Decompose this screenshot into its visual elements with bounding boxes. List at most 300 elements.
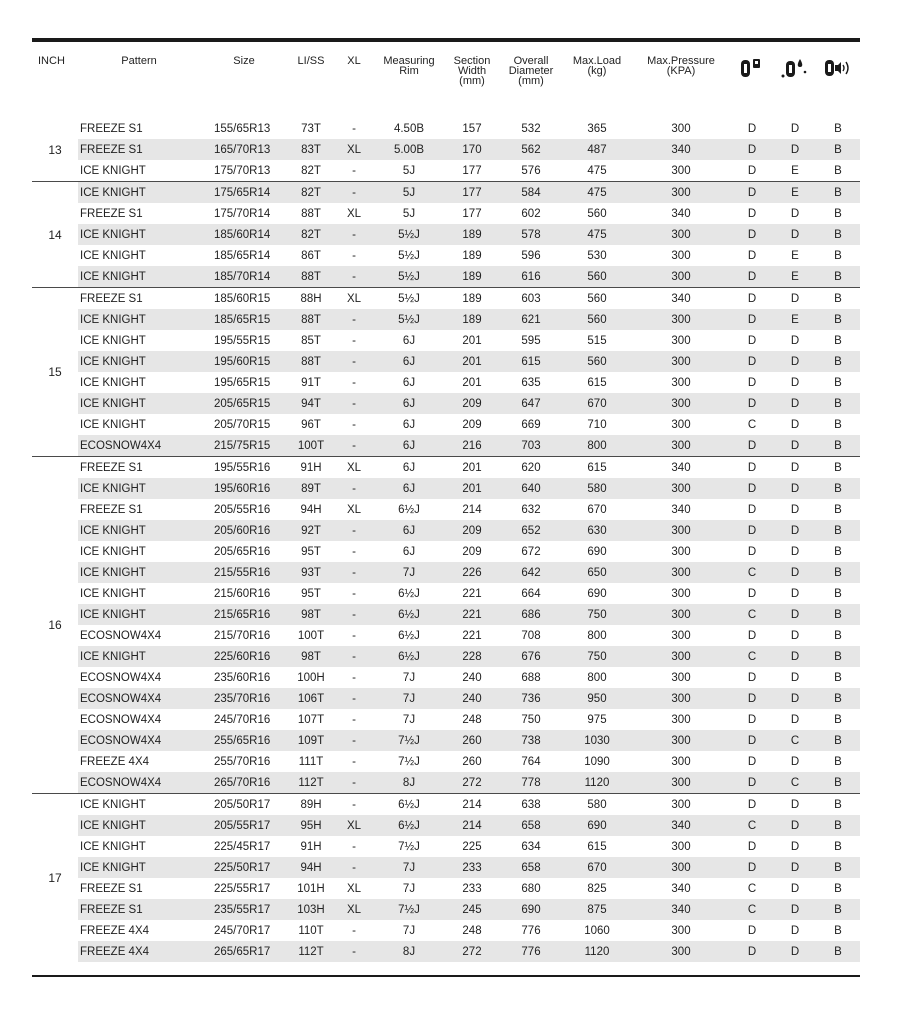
fuel-rating-cell: D — [730, 941, 774, 962]
noise-rating-cell: B — [816, 351, 860, 372]
table-row — [32, 583, 860, 604]
size-cell: 185/60R15 — [200, 288, 288, 310]
max-pressure-cell: 300 — [632, 857, 730, 878]
overall-diameter-cell: 616 — [500, 266, 562, 288]
overall-diameter-cell: 764 — [521, 755, 541, 768]
fuel-rating-cell: D — [730, 478, 774, 499]
xl-cell: XL — [334, 139, 374, 160]
size-cell: 215/55R16 — [200, 562, 288, 583]
header-spacer — [32, 108, 860, 118]
rim-cell: 5.00B — [374, 139, 444, 160]
table-row — [32, 393, 860, 414]
section-width-cell: 240 — [444, 688, 500, 709]
pattern-cell: ICE KNIGHT — [78, 646, 200, 667]
table-row — [32, 118, 860, 139]
max-pressure-cell: 340 — [671, 882, 691, 895]
rim-cell: 7J — [374, 562, 444, 583]
wet-rating-cell: D — [774, 288, 816, 310]
noise-icon — [823, 56, 853, 80]
max-load-cell: 515 — [587, 334, 607, 347]
fuel-rating-cell: D — [730, 351, 774, 372]
wet-rating-cell: D — [774, 941, 816, 962]
noise-rating-cell: B — [816, 309, 860, 330]
xl-cell: - — [352, 122, 356, 135]
xl-cell: - — [352, 418, 356, 431]
noise-rating-cell: B — [816, 393, 860, 414]
li-ss-cell: 88T — [288, 309, 334, 330]
rim-cell: 5½J — [374, 224, 444, 245]
xl-cell: - — [334, 393, 374, 414]
wet-rating-cell: D — [790, 587, 800, 600]
pattern-cell: ICE KNIGHT — [78, 351, 200, 372]
section-width-cell: 245 — [444, 899, 500, 920]
table-row — [32, 160, 860, 182]
fuel-rating-cell: C — [730, 646, 774, 667]
overall-diameter-cell: 776 — [521, 924, 541, 937]
max-pressure-cell: 300 — [632, 794, 730, 816]
size-cell: 235/70R16 — [200, 688, 288, 709]
noise-rating-cell: B — [834, 418, 842, 431]
li-ss-cell: 88T — [301, 207, 321, 220]
section-width-cell: 177 — [462, 164, 482, 177]
li-ss-cell: 89T — [288, 478, 334, 499]
table-row — [32, 414, 860, 435]
noise-rating-cell: B — [834, 376, 842, 389]
xl-cell: XL — [334, 457, 374, 479]
max-load-cell: 615 — [562, 457, 632, 479]
max-pressure-cell: 300 — [632, 309, 730, 330]
table-row — [32, 646, 860, 667]
fuel-rating-cell: D — [747, 755, 757, 768]
noise-rating-cell: B — [834, 924, 842, 937]
size-cell: 195/60R16 — [200, 478, 288, 499]
wet-rating-cell: D — [790, 924, 800, 937]
max-load-cell: 670 — [562, 857, 632, 878]
table-row — [32, 688, 860, 709]
section-width-cell: 240 — [462, 671, 482, 684]
overall-diameter-cell: 750 — [521, 713, 541, 726]
li-ss-cell: 82T — [288, 224, 334, 245]
fuel-rating-cell: C — [747, 882, 757, 895]
rim-cell: 6½J — [398, 503, 420, 516]
overall-diameter-cell: 778 — [500, 772, 562, 794]
wet-rating-cell: D — [790, 629, 800, 642]
li-ss-cell: 107T — [297, 713, 325, 726]
table-row — [32, 478, 860, 499]
max-pressure-cell: 300 — [671, 164, 691, 177]
section-width-cell: 228 — [444, 646, 500, 667]
xl-cell: XL — [334, 899, 374, 920]
section-width-cell: 189 — [444, 266, 500, 288]
size-cell: 215/70R16 — [214, 629, 271, 642]
rim-cell: 6J — [402, 545, 416, 558]
max-load-cell: 487 — [562, 139, 632, 160]
noise-rating-cell: B — [816, 182, 860, 204]
max-load-cell: 560 — [562, 351, 632, 372]
li-ss-cell: 110T — [298, 924, 324, 937]
table-row — [32, 772, 860, 794]
wet-rating-cell: D — [790, 713, 800, 726]
xl-cell: - — [352, 924, 356, 937]
li-ss-cell: 88T — [288, 266, 334, 288]
pattern-cell: FREEZE 4X4 — [80, 755, 150, 768]
noise-rating-cell: B — [816, 478, 860, 499]
rim-cell: 6½J — [374, 646, 444, 667]
section-width-cell: 177 — [444, 182, 500, 204]
section-width-cell: 201 — [462, 376, 482, 389]
table-row — [32, 878, 860, 899]
rim-cell: 6J — [374, 520, 444, 541]
max-load-cell: 750 — [562, 646, 632, 667]
overall-diameter-cell: 738 — [500, 730, 562, 751]
table-row — [32, 499, 860, 520]
header-load: Max.Load (kg) — [572, 55, 622, 77]
size-cell: 165/70R13 — [200, 139, 288, 160]
table-row — [32, 836, 860, 857]
noise-rating-cell: B — [816, 794, 860, 816]
xl-cell: - — [352, 164, 356, 177]
wet-rating-cell: C — [774, 730, 816, 751]
noise-rating-cell: B — [816, 772, 860, 794]
rim-cell: 6J — [402, 376, 416, 389]
size-cell: 175/65R14 — [200, 182, 288, 204]
pattern-cell: ECOSNOW4X4 — [78, 435, 200, 457]
noise-rating-cell: B — [816, 941, 860, 962]
size-cell: 155/65R13 — [214, 122, 271, 135]
pattern-cell: ICE KNIGHT — [80, 418, 146, 431]
size-cell: 225/45R17 — [214, 840, 271, 853]
size-cell: 195/65R15 — [214, 376, 271, 389]
overall-diameter-cell: 708 — [521, 629, 541, 642]
overall-diameter-cell: 584 — [500, 182, 562, 204]
max-load-cell: 560 — [562, 266, 632, 288]
li-ss-cell: 94H — [288, 857, 334, 878]
noise-rating-cell: B — [816, 520, 860, 541]
li-ss-cell: 82T — [288, 182, 334, 204]
pattern-cell: ICE KNIGHT — [78, 478, 200, 499]
li-ss-cell: 112T — [288, 941, 334, 962]
fuel-rating-cell: D — [730, 794, 774, 816]
wet-rating-cell: E — [774, 266, 816, 288]
section-width-cell: 214 — [444, 794, 500, 816]
table-row — [32, 667, 860, 688]
wet-rating-cell: D — [774, 520, 816, 541]
max-pressure-cell: 300 — [632, 562, 730, 583]
xl-cell: - — [334, 772, 374, 794]
xl-cell: - — [334, 857, 374, 878]
size-cell: 205/55R16 — [214, 503, 271, 516]
wet-rating-cell: D — [774, 435, 816, 457]
noise-rating-cell: B — [834, 882, 842, 895]
overall-diameter-cell: 640 — [500, 478, 562, 499]
overall-diameter-cell: 620 — [500, 457, 562, 479]
size-cell: 255/65R16 — [200, 730, 288, 751]
section-width-cell: 233 — [444, 857, 500, 878]
inch-cell: 15 — [32, 288, 78, 457]
size-cell: 225/50R17 — [200, 857, 288, 878]
header-size: Size — [233, 55, 255, 67]
table-row — [32, 182, 860, 204]
fuel-rating-cell: D — [747, 924, 757, 937]
noise-rating-cell: B — [816, 435, 860, 457]
size-cell: 245/70R17 — [214, 924, 271, 937]
section-width-cell: 189 — [462, 249, 482, 262]
noise-rating-cell: B — [816, 604, 860, 625]
max-load-cell: 475 — [562, 182, 632, 204]
rim-cell: 6J — [402, 334, 416, 347]
max-load-cell: 560 — [562, 309, 632, 330]
wet-rating-cell: D — [774, 351, 816, 372]
li-ss-cell: 91H — [288, 457, 334, 479]
bottom-rule — [32, 975, 860, 977]
table-body — [32, 118, 860, 962]
max-load-cell: 1120 — [562, 772, 632, 794]
li-ss-cell: 85T — [301, 334, 321, 347]
rim-cell: 7J — [374, 688, 444, 709]
size-cell: 205/60R16 — [200, 520, 288, 541]
fuel-rating-cell: D — [747, 249, 757, 262]
table-row — [32, 857, 860, 878]
fuel-rating-cell: D — [747, 587, 757, 600]
li-ss-cell: 94T — [288, 393, 334, 414]
overall-diameter-cell: 703 — [500, 435, 562, 457]
noise-rating-cell: B — [834, 122, 842, 135]
xl-cell: XL — [334, 815, 374, 836]
fuel-rating-cell: D — [730, 309, 774, 330]
pattern-cell: FREEZE S1 — [78, 457, 200, 479]
section-width-cell: 209 — [462, 418, 482, 431]
size-cell: 175/70R13 — [214, 164, 271, 177]
rim-cell: 7½J — [374, 730, 444, 751]
rim-cell: 7½J — [398, 840, 420, 853]
overall-diameter-cell: 602 — [521, 207, 541, 220]
size-cell: 235/55R17 — [200, 899, 288, 920]
pattern-cell: ECOSNOW4X4 — [78, 688, 200, 709]
max-pressure-cell: 300 — [632, 393, 730, 414]
pattern-cell: ICE KNIGHT — [78, 857, 200, 878]
xl-cell: XL — [346, 882, 362, 895]
fuel-rating-cell: D — [747, 376, 757, 389]
table-row — [32, 266, 860, 288]
rim-cell: 6J — [402, 418, 416, 431]
overall-diameter-cell: 615 — [500, 351, 562, 372]
table-row — [32, 245, 860, 266]
max-load-cell: 615 — [587, 376, 607, 389]
table-row — [32, 520, 860, 541]
max-load-cell: 560 — [562, 288, 632, 310]
section-width-cell: 233 — [462, 882, 482, 895]
overall-diameter-cell: 621 — [500, 309, 562, 330]
xl-cell: - — [352, 713, 356, 726]
section-width-cell: 189 — [444, 288, 500, 310]
fuel-rating-cell: D — [747, 671, 757, 684]
max-load-cell: 580 — [562, 478, 632, 499]
noise-rating-cell: B — [834, 840, 842, 853]
wet-rating-cell: D — [790, 122, 800, 135]
table-row — [32, 794, 860, 816]
noise-rating-cell: B — [816, 457, 860, 479]
noise-rating-cell: B — [816, 288, 860, 310]
overall-diameter-cell: 647 — [500, 393, 562, 414]
max-pressure-cell: 300 — [671, 713, 691, 726]
max-load-cell: 475 — [562, 224, 632, 245]
li-ss-cell: 100T — [288, 435, 334, 457]
size-cell: 245/70R16 — [214, 713, 271, 726]
overall-diameter-cell: 664 — [521, 587, 541, 600]
fuel-rating-cell: D — [747, 334, 757, 347]
pattern-cell: ICE KNIGHT — [78, 604, 200, 625]
li-ss-cell: 95T — [301, 545, 321, 558]
fuel-rating-cell: D — [730, 224, 774, 245]
li-ss-cell: 111T — [298, 755, 324, 768]
li-ss-cell: 112T — [288, 772, 334, 794]
pattern-cell: FREEZE S1 — [80, 882, 143, 895]
size-cell: 205/65R16 — [214, 545, 271, 558]
noise-rating-cell: B — [816, 139, 860, 160]
pattern-cell: ECOSNOW4X4 — [78, 730, 200, 751]
fuel-rating-cell: D — [747, 840, 757, 853]
xl-cell: - — [334, 266, 374, 288]
xl-cell: XL — [346, 207, 362, 220]
noise-rating-cell: B — [816, 646, 860, 667]
li-ss-cell: 86T — [301, 249, 321, 262]
header-noise — [816, 56, 860, 108]
li-ss-cell: 91H — [300, 840, 322, 853]
wet-rating-cell: D — [774, 857, 816, 878]
size-cell: 215/65R16 — [200, 604, 288, 625]
section-width-cell: 177 — [462, 207, 482, 220]
wet-rating-cell: D — [790, 418, 800, 431]
wet-rating-cell: D — [790, 840, 800, 853]
section-width-cell: 157 — [462, 122, 482, 135]
xl-cell: - — [352, 376, 356, 389]
xl-cell: - — [334, 730, 374, 751]
noise-rating-cell: B — [834, 545, 842, 558]
wet-rating-cell: D — [790, 376, 800, 389]
xl-cell: - — [334, 520, 374, 541]
max-pressure-cell: 300 — [671, 418, 691, 431]
header-xl: XL — [347, 55, 361, 67]
overall-diameter-cell: 736 — [500, 688, 562, 709]
max-load-cell: 690 — [587, 587, 607, 600]
li-ss-cell: 88H — [288, 288, 334, 310]
max-pressure-cell: 300 — [632, 266, 730, 288]
xl-cell: - — [334, 562, 374, 583]
section-width-cell: 209 — [444, 520, 500, 541]
pattern-cell: FREEZE S1 — [80, 207, 143, 220]
header-fuel — [730, 56, 774, 108]
pattern-cell: FREEZE 4X4 — [78, 941, 200, 962]
header-pattern: Pattern — [121, 55, 157, 67]
overall-diameter-cell: 672 — [521, 545, 541, 558]
rim-cell: 5½J — [374, 309, 444, 330]
li-ss-cell: 98T — [288, 604, 334, 625]
section-width-cell: 209 — [444, 393, 500, 414]
rim-cell: 7J — [402, 671, 416, 684]
wet-rating-cell: D — [774, 393, 816, 414]
rim-cell: 8J — [374, 772, 444, 794]
fuel-rating-cell: D — [730, 393, 774, 414]
pattern-cell: FREEZE S1 — [80, 122, 143, 135]
wet-rating-cell: D — [790, 503, 800, 516]
overall-diameter-cell: 532 — [521, 122, 541, 135]
size-cell: 185/70R14 — [200, 266, 288, 288]
section-width-cell: 189 — [444, 224, 500, 245]
li-ss-cell: 100T — [297, 629, 325, 642]
rim-cell: 5J — [374, 182, 444, 204]
wet-rating-cell: D — [790, 755, 800, 768]
noise-rating-cell: B — [834, 207, 842, 220]
max-pressure-cell: 300 — [632, 646, 730, 667]
pattern-cell: ICE KNIGHT — [78, 794, 200, 816]
rim-cell: 7J — [402, 882, 416, 895]
xl-cell: - — [352, 840, 356, 853]
table-row — [32, 941, 860, 962]
xl-cell: XL — [346, 503, 362, 516]
fuel-rating-cell: D — [730, 288, 774, 310]
li-ss-cell: 96T — [301, 418, 321, 431]
max-pressure-cell: 300 — [632, 351, 730, 372]
section-width-cell: 214 — [462, 503, 482, 516]
max-pressure-cell: 300 — [632, 772, 730, 794]
wet-rating-cell: D — [774, 646, 816, 667]
max-load-cell: 950 — [562, 688, 632, 709]
rim-cell: 5½J — [398, 249, 420, 262]
overall-diameter-cell: 578 — [500, 224, 562, 245]
max-pressure-cell: 340 — [632, 815, 730, 836]
noise-rating-cell: B — [834, 713, 842, 726]
size-cell: 265/70R16 — [200, 772, 288, 794]
li-ss-cell: 95T — [301, 587, 321, 600]
pattern-cell: ICE KNIGHT — [80, 587, 146, 600]
pattern-cell: ECOSNOW4X4 — [78, 772, 200, 794]
wet-rating-cell: D — [790, 671, 800, 684]
xl-cell: - — [352, 671, 356, 684]
section-width-cell: 216 — [444, 435, 500, 457]
fuel-rating-cell: D — [730, 457, 774, 479]
fuel-rating-cell: C — [730, 899, 774, 920]
noise-rating-cell: B — [834, 334, 842, 347]
xl-cell: XL — [334, 288, 374, 310]
max-load-cell: 650 — [562, 562, 632, 583]
size-cell: 205/70R15 — [214, 418, 271, 431]
max-pressure-cell: 340 — [671, 503, 691, 516]
pattern-cell: ICE KNIGHT — [78, 182, 200, 204]
wet-rating-cell: D — [774, 457, 816, 479]
section-width-cell: 201 — [462, 334, 482, 347]
table-row — [32, 288, 860, 310]
header-inch: INCH — [38, 55, 65, 67]
max-load-cell: 670 — [587, 503, 607, 516]
table-row — [32, 330, 860, 351]
fuel-rating-cell: D — [747, 503, 757, 516]
overall-diameter-cell: 658 — [500, 857, 562, 878]
overall-diameter-cell: 669 — [521, 418, 541, 431]
wet-rating-cell: E — [791, 249, 799, 262]
max-load-cell: 690 — [587, 545, 607, 558]
section-width-cell: 189 — [444, 309, 500, 330]
max-pressure-cell: 300 — [632, 941, 730, 962]
fuel-rating-cell: D — [730, 520, 774, 541]
section-width-cell: 260 — [462, 755, 482, 768]
pattern-cell: ICE KNIGHT — [78, 815, 200, 836]
pattern-cell: ICE KNIGHT — [78, 520, 200, 541]
overall-diameter-cell: 676 — [500, 646, 562, 667]
max-pressure-cell: 300 — [671, 122, 691, 135]
overall-diameter-cell: 690 — [500, 899, 562, 920]
overall-diameter-cell: 632 — [521, 503, 541, 516]
wet-rating-cell: D — [774, 139, 816, 160]
